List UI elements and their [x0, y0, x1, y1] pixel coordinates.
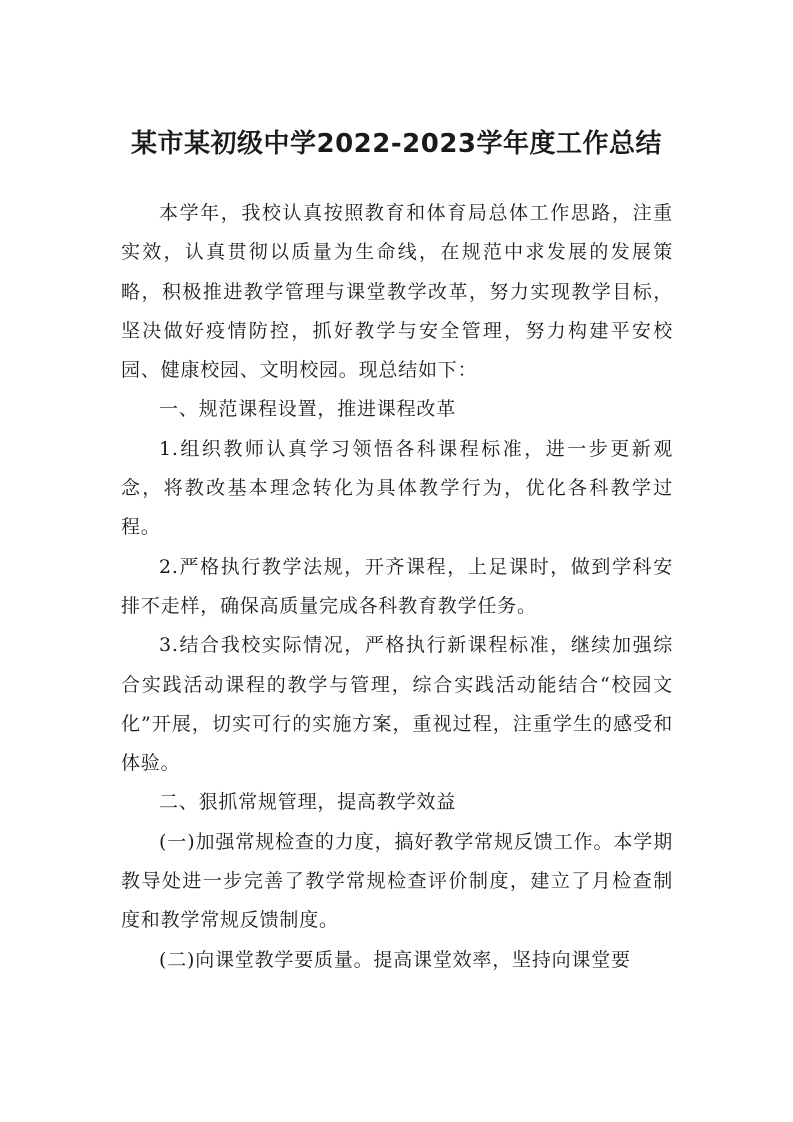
paragraph-item-1: 1.组织教师认真学习领悟各科课程标准，进一步更新观念，将教改基本理念转化为具体教学行为，优化各科教学过程。 — [121, 437, 673, 539]
section-heading-2: 二、狠抓常规管理，提高教学效益 — [159, 791, 457, 814]
paragraph-item-2: 2.严格执行教学法规，开齐课程，上足课时，做到学科安排不走样，确保高质量完成各科教育教学任务。 — [121, 555, 673, 617]
document-title: 某市某初级中学2022-2023学年度工作总结 — [130, 129, 663, 159]
document-body — [121, 194, 673, 980]
section-heading-1: 一、规范课程设置，推进课程改革 — [159, 398, 457, 421]
paragraph-sub-1: (一)加强常规检查的力度，搞好教学常规反馈工作。本学期教导处进一步完善了教学常规检查评价制度，建立了月检查制度和教学常规反馈制度。 — [121, 830, 673, 932]
paragraph-intro: 本学年，我校认真按照教育和体育局总体工作思路，注重实效，认真贯彻以质量为生命线，在规范中求发展的发展策略，积极推进教学管理与课堂教学改革，努力实现教学目标，坚决做好疫情防控，抓好教学与安全管理，努力构建平安校园、健康校园、文明校园。现总结如下： — [121, 202, 673, 382]
paragraph-sub-2: (二)向课堂教学要质量。提高课堂效率，坚持向课堂要 — [159, 948, 631, 971]
paragraph-item-3: 3.结合我校实际情况，严格执行新课程标准，继续加强综合实践活动课程的教学与管理，综合实践活动能结合“校园文化”开展，切实可行的实施方案，重视过程，注重学生的感受和体验。 — [121, 634, 673, 775]
